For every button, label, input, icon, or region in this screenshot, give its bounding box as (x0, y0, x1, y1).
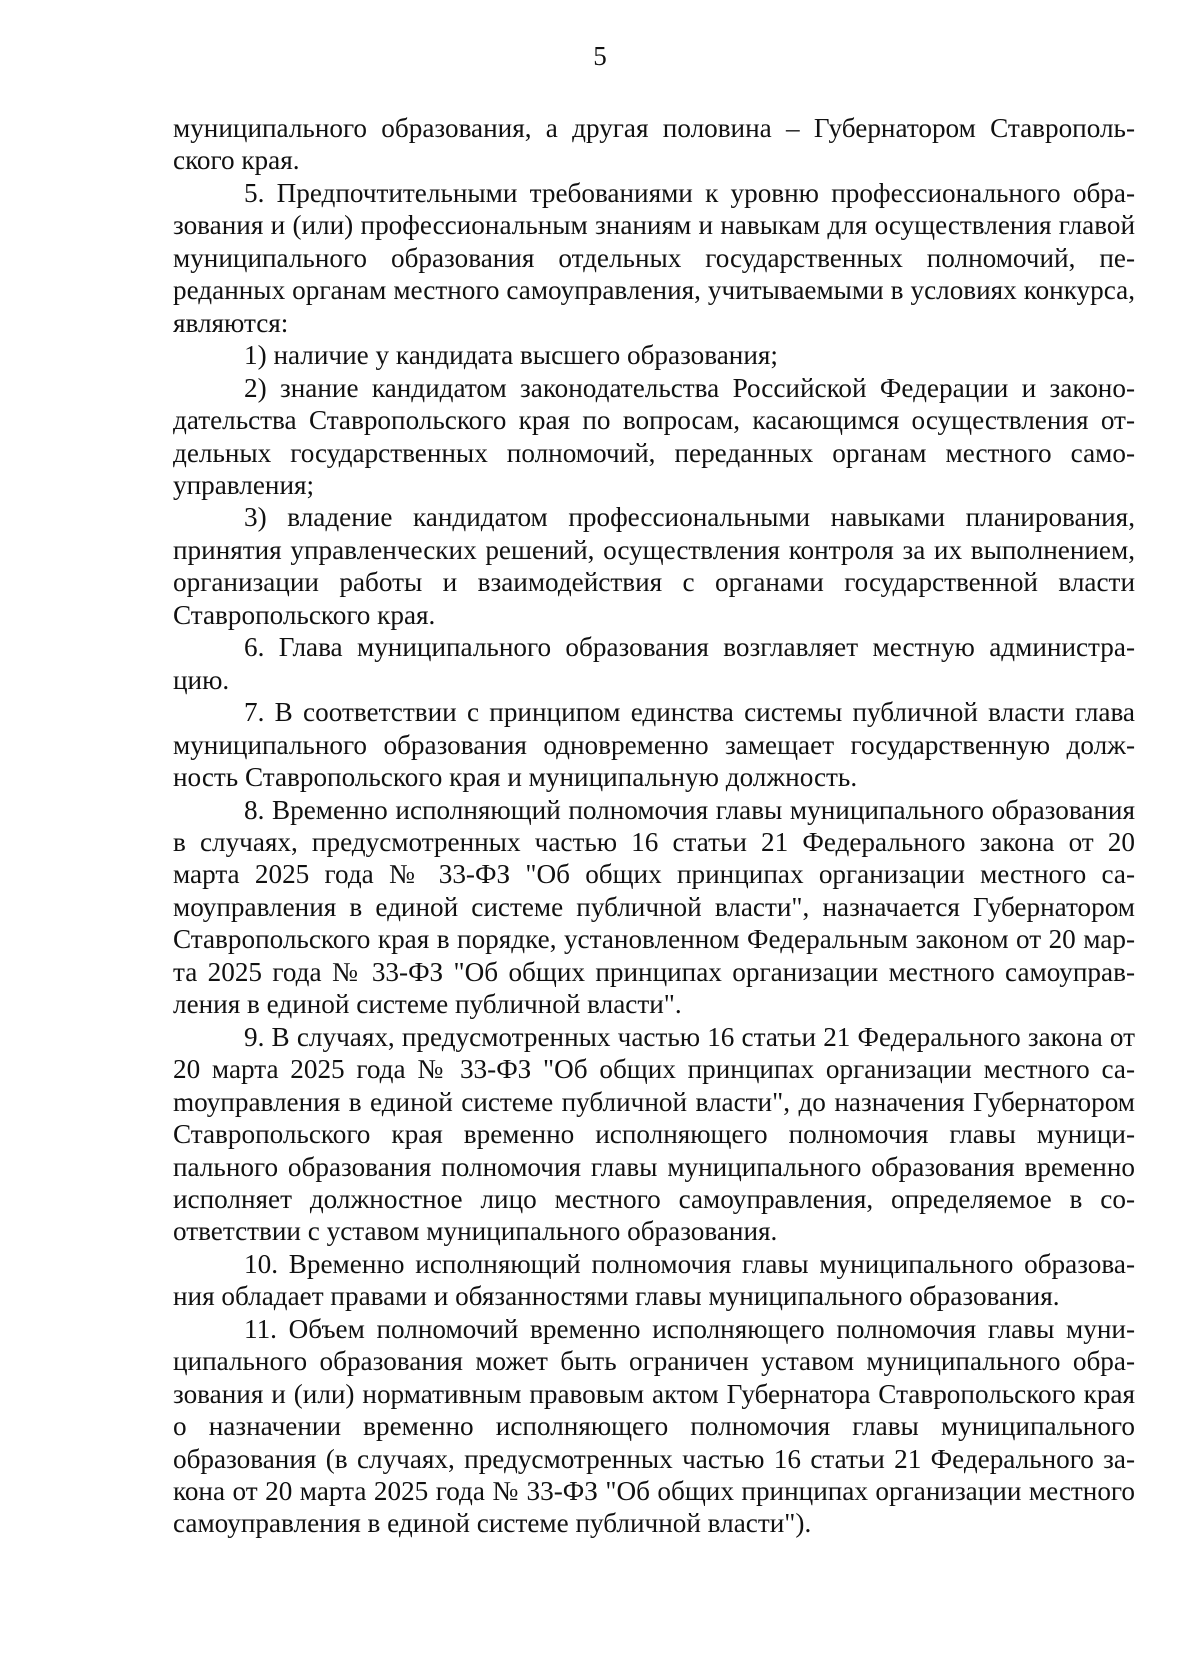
paragraph-subitem-2: 2) знание кандидатом законодательства Российской Федерации и законодательства Ставропольского края по вопросам, касающимся осуществления отдельных государственных полномочий, переданных органам местного самоуправления; (173, 372, 1135, 500)
paragraph-item-11: 11. Объем полномочий временно исполняющего полномочия главы муниципального образования может быть ограничен уставом муниципального образования и (или) нормативным правовым актом Губернатора Ставропольского края о назначении временно исполняющего полномочия главы муниципального образования (в случаях, предусмотренных частью 16 статьи 21 Федерального закона от 20 марта 2025 года № 33-ФЗ "Об общих принципах организации местного самоуправления в единой системе публичной власти"). (173, 1313, 1135, 1539)
paragraph-item-8: 8. Временно исполняющий полномочия главы муниципального образования в случаях, предусмотренных частью 16 статьи 21 Федерального закона от 20 марта 2025 года № 33-ФЗ "Об общих принципах организации местного самоуправления в единой системе публичной власти", назначается Губернатором Ставропольского края в порядке, установленном Федеральным законом от 20 марта 2025 года № 33-ФЗ "Об общих принципах организации местного самоуправления в единой системе публичной власти". (173, 794, 1135, 1020)
paragraph-item-9: 9. В случаях, предусмотренных частью 16 статьи 21 Федерального закона от 20 марта 2025 года № 33-ФЗ "Об общих принципах организации местного саmоуправления в единой системе публичной власти", до назначения Губернатором Ставропольского края временно исполняющего полномочия главы муниципального образования полномочия главы муниципального образования временно исполняет должностное лицо местного самоуправления, определяемое в соответствии с уставом муниципального образования. (173, 1021, 1135, 1247)
page-number: 5 (593, 41, 607, 71)
document-body (173, 112, 1135, 1540)
paragraph-item-7: 7. В соответствии с принципом единства системы публичной власти глава муниципального образования одновременно замещает государственную должность Ставропольского края и муниципальную должность. (173, 697, 1135, 793)
paragraph-subitem-3: 3) владение кандидатом профессиональными навыками планирования, принятия управленческих решений, осуществления контроля за их выполнением, организации работы и взаимодействия с органами государственной власти Ставропольского края. (173, 502, 1135, 630)
paragraph-item-10: 10. Временно исполняющий полномочия главы муниципального образования обладает правами и обязанностями главы муниципального образования. (173, 1248, 1135, 1312)
paragraph-continued-from-previous-page: муниципального образования, а другая половина – Губернатором Ставропольского края. (173, 113, 1135, 176)
paragraph-subitem-1: 1) наличие у кандидата высшего образования; (244, 340, 778, 371)
paragraph-item-6: 6. Глава муниципального образования возглавляет местную администрацию. (173, 632, 1135, 695)
paragraph-item-5: 5. Предпочтительными требованиями к уровню профессионального образования и (или) профессиональным знаниям и навыкам для осуществления главой муниципального образования отдельных государственных полномочий, переданных органам местного самоуправления, учитываемыми в условиях конкурса, являются: (173, 177, 1135, 338)
